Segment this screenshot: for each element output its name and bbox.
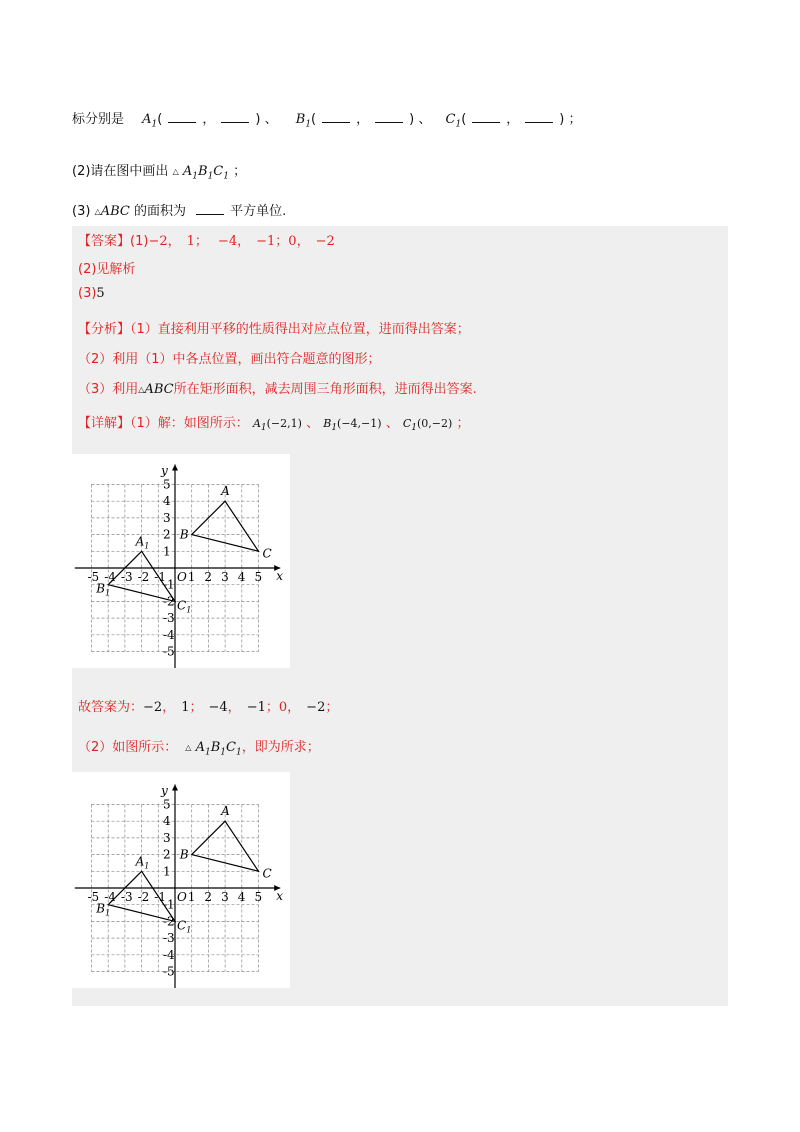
y-axis-label: y <box>161 783 168 798</box>
x-tick-label: 4 <box>237 890 246 904</box>
x-tick-label: -2 <box>137 890 150 904</box>
point-label-a: A <box>221 804 230 819</box>
y-tick-label: -4 <box>163 947 175 962</box>
x-tick-label: -1 <box>154 890 167 904</box>
x-tick-label: 2 <box>204 570 213 584</box>
x-tick-label: -3 <box>120 890 133 904</box>
y-axis-arrow <box>172 784 178 790</box>
y-tick-label: 5 <box>163 797 171 812</box>
point-label-c1: $C_1$ <box>177 918 192 935</box>
origin-label: O <box>177 890 187 904</box>
x-tick-label: -3 <box>120 570 133 584</box>
y-tick-label: -2 <box>163 914 175 929</box>
x-tick-label: 1 <box>187 890 196 904</box>
point-label-a1: $A_1$ <box>135 534 150 551</box>
answer-line-2: (2)见解析 <box>78 262 136 277</box>
point-label-a: A <box>221 484 230 499</box>
point-label-b1: $B_1$ <box>96 901 111 918</box>
graph-svg-1 <box>72 454 290 668</box>
x-tick-label: -4 <box>104 570 116 584</box>
graph-svg-2 <box>72 772 290 988</box>
y-tick-label: -3 <box>163 611 175 626</box>
label-b1: $B_1$ <box>295 112 312 130</box>
y-tick-label: 2 <box>163 527 171 542</box>
y-tick-label: -1 <box>163 897 175 912</box>
answer-panel <box>72 226 728 1006</box>
x-tick-label: -5 <box>87 570 100 584</box>
analysis-line-1: 【分析】（1）直接利用平移的性质得出对应点位置，进而得出答案； <box>78 322 470 337</box>
y-tick-label: 4 <box>163 494 171 509</box>
origin-label: O <box>177 570 187 584</box>
y-tick-label: 2 <box>163 847 171 862</box>
question-line-1: 标分别是 $A_1$( ， ) 、 $B_1$( ， ) 、 $C_1$( ， ) ； <box>72 112 582 130</box>
blank-a1-x[interactable] <box>168 110 196 123</box>
blank-c1-y[interactable] <box>525 110 553 123</box>
y-tick-label: 1 <box>163 544 171 559</box>
coord-prefix: 标分别是 <box>72 112 125 127</box>
x-axis-label: x <box>276 889 283 903</box>
y-tick-label: -4 <box>163 627 175 642</box>
point-label-c: C <box>262 866 272 881</box>
x-tick-label: 5 <box>254 570 263 584</box>
x-tick-label: 1 <box>187 570 196 584</box>
result-line: 故答案为：−2， 1； −4， −1；0， −2； <box>78 700 339 715</box>
analysis-line-2: （2）利用（1）中各点位置，画出符合题意的图形； <box>78 352 381 367</box>
x-tick-label: -1 <box>154 570 167 584</box>
blank-a1-y[interactable] <box>221 110 249 123</box>
x-tick-label: -4 <box>104 890 116 904</box>
label-a1: $A_1$ <box>142 112 158 130</box>
x-tick-label: 3 <box>221 890 229 904</box>
answer-line-3: (3)5 <box>78 286 105 301</box>
y-axis-arrow <box>172 464 178 470</box>
blank-b1-y[interactable] <box>375 110 403 123</box>
y-tick-label: -5 <box>163 964 175 979</box>
x-tick-label: -2 <box>137 570 150 584</box>
x-tick-label: 3 <box>221 570 229 584</box>
detail-line-1: 【详解】（1）解：如图所示： $A_1(-2,1)$ 、 $B_1(-4,-1)$ 、 $C_1(0,-2)$ ； <box>78 416 470 434</box>
y-tick-label: -5 <box>163 644 175 659</box>
triangle-abc: ABC <box>100 204 130 219</box>
part2-line: （2）如图所示： △ $A_1B_1C_1$，即为所求； <box>78 740 320 758</box>
point-label-a1: $A_1$ <box>135 854 150 871</box>
question-3: (3) △ABC 的面积为 平方单位. <box>72 204 287 219</box>
y-tick-label: 3 <box>163 510 171 525</box>
y-tick-label: 1 <box>163 864 171 879</box>
point-label-b1: $B_1$ <box>96 581 111 598</box>
y-tick-label: -2 <box>163 594 175 609</box>
y-tick-label: 4 <box>163 814 171 829</box>
blank-b1-x[interactable] <box>322 110 350 123</box>
y-tick-label: -3 <box>163 931 175 946</box>
point-label-b: B <box>179 527 189 542</box>
x-tick-label: 2 <box>204 890 213 904</box>
triangle-a1b1c1: $A_1B_1C_1$ <box>182 164 229 182</box>
answer-line-1: 【答案】(1)−2， 1； −4， −1；0， −2 <box>78 234 335 249</box>
analysis-line-3: （3）利用△ABC所在矩形面积，减去周围三角形面积，进而得出答案. <box>78 382 477 397</box>
point-label-c1: $C_1$ <box>177 598 192 615</box>
blank-area[interactable] <box>196 202 224 215</box>
x-tick-label: 4 <box>237 570 246 584</box>
label-c1: $C_1$ <box>445 112 462 130</box>
y-tick-label: 5 <box>163 477 171 492</box>
point-label-b: B <box>179 847 189 862</box>
blank-c1-x[interactable] <box>472 110 500 123</box>
question-2: (2)请在图中画出 △ $A_1B_1C_1$ ； <box>72 164 247 182</box>
coordinate-graph-2 <box>72 772 290 988</box>
y-tick-label: -1 <box>163 577 175 592</box>
point-label-c: C <box>262 546 272 561</box>
coordinate-graph-1 <box>72 454 290 668</box>
x-tick-label: -5 <box>87 890 100 904</box>
x-axis-label: x <box>276 569 283 583</box>
x-tick-label: 5 <box>254 890 263 904</box>
y-axis-label: y <box>161 463 168 478</box>
y-tick-label: 3 <box>163 830 171 845</box>
